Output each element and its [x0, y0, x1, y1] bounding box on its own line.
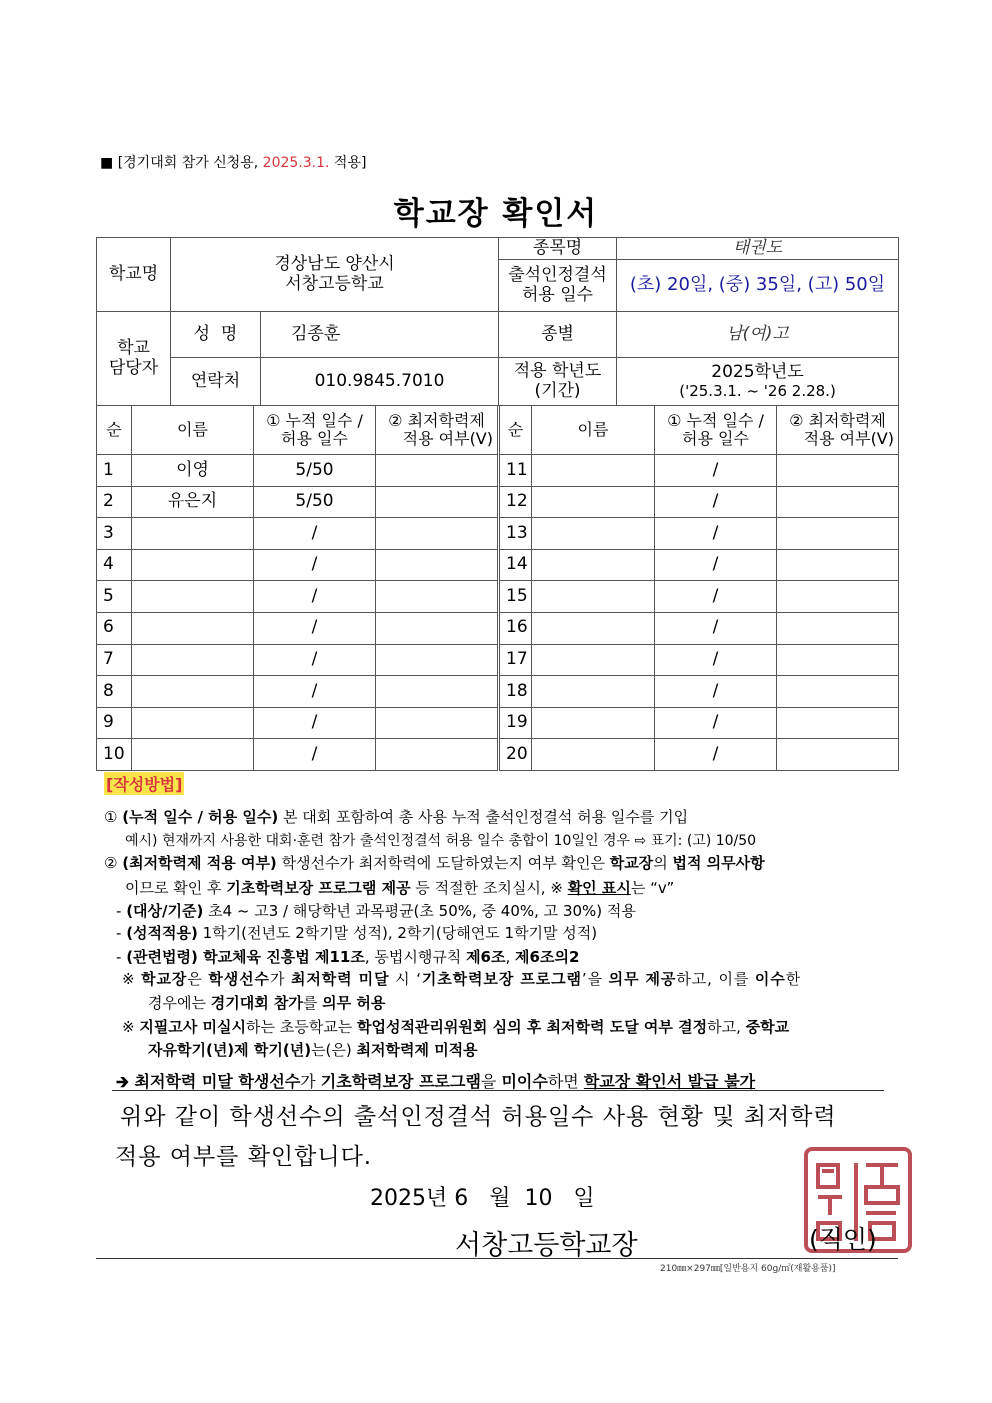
row-days-right: /: [655, 518, 777, 550]
row-days-right: /: [655, 486, 777, 518]
m9c: 를: [302, 994, 323, 1012]
method-line-8: [122, 968, 801, 989]
row-min-check-right: [777, 518, 899, 550]
row-name: [132, 581, 254, 613]
row-min-check: [376, 518, 499, 550]
row-no: 5: [97, 581, 132, 613]
school-name-line1: 경상남도 양산시: [274, 253, 395, 274]
m12b: 최저학력 미달 학생선수: [134, 1072, 301, 1091]
row-no-right: 14: [499, 549, 532, 581]
m4b: 기초학력보장 프로그램 제공: [226, 879, 411, 897]
table-row: [97, 549, 899, 581]
row-min-check: [376, 549, 499, 581]
year-value-line2: ('25.3.1. ~ '26 2.28.): [679, 381, 836, 400]
note-suffix: 적용]: [329, 155, 367, 171]
m8j: 의무 제공: [608, 970, 677, 988]
row-min-check: [376, 455, 499, 487]
table-row: [97, 739, 899, 771]
row-min-check: [376, 581, 499, 613]
seal-label: (직인): [809, 1225, 877, 1254]
row-days: /: [254, 739, 376, 771]
school-name-label: 학교명: [97, 238, 171, 312]
m3b: (최저학력제 적용 여부): [122, 854, 277, 872]
m7e: ,: [505, 948, 516, 966]
table-row: [97, 612, 899, 644]
m12d: 기초학력보장 프로그램: [320, 1072, 481, 1091]
header-days: [254, 406, 376, 455]
note-date: 2025.3.1.: [262, 155, 330, 171]
row-no: 6: [97, 612, 132, 644]
row-no-right: 13: [499, 518, 532, 550]
row-days-right: /: [655, 676, 777, 708]
row-name-right: [532, 518, 655, 550]
m8c: 은: [187, 970, 209, 988]
allowance-label-line2: 허용 일수: [521, 284, 594, 305]
contact-label: 연락처: [171, 358, 261, 406]
m4a: 이므로 확인 후: [125, 879, 227, 897]
m5c: 초4 ~ 고3 / 해당학년 과목평균(초 50%, 중 40%, 고 30%) 적용: [203, 902, 636, 920]
table-row: [97, 676, 899, 708]
row-name-right: [532, 581, 655, 613]
school-info-table: [96, 237, 899, 406]
method-line-7: [116, 946, 579, 967]
contact-value: 010.9845.7010: [261, 358, 499, 406]
row-days: 5/50: [254, 486, 376, 518]
m9b: 경기대회 참가: [210, 994, 303, 1012]
row-days-right: /: [655, 549, 777, 581]
row-name: [132, 676, 254, 708]
row-days-right: /: [655, 455, 777, 487]
closing-line1: 위와 같이 학생선수의 출석인정결석 허용일수 사용 현황 및 최저학력: [120, 1104, 837, 1130]
arrow-box-icon: 🡲: [116, 1072, 135, 1091]
method-line-3: [104, 852, 765, 873]
row-min-check-right: [777, 644, 899, 676]
year-label-line2: (기간): [534, 380, 581, 401]
m8m: 한: [785, 970, 802, 988]
row-days: /: [254, 549, 376, 581]
row-no-right: 11: [499, 455, 532, 487]
row-no-right: 19: [499, 707, 532, 739]
table-row: [97, 518, 899, 550]
row-name-right: [532, 612, 655, 644]
m7b: (관련법령) 학교체육 진흥법 제11조: [126, 948, 365, 966]
m5a: -: [116, 902, 127, 920]
m8f: 최저학력 미달: [291, 970, 390, 988]
m8g: 시 ‘: [389, 970, 422, 988]
header-days-right-line2: 허용 일수: [682, 429, 749, 448]
row-name-right: [532, 486, 655, 518]
student-roster-table: [96, 405, 899, 771]
header-name-right: 이름: [532, 406, 655, 455]
row-min-check-right: [777, 676, 899, 708]
method-title: [작성방법]: [104, 772, 184, 795]
closing-line2: 적용 여부를 확인합니다.: [115, 1144, 373, 1170]
header-no: 순: [97, 406, 132, 455]
gender-label: 종별: [499, 312, 617, 358]
year-value: [617, 358, 899, 406]
issue-date: 2025년 6 월 10 일: [370, 1186, 595, 1211]
m4d: 확인 표시: [567, 879, 631, 897]
m1b: (누적 일수 / 허용 일수): [122, 808, 279, 826]
row-name: [132, 644, 254, 676]
m10f: 중학교: [745, 1018, 790, 1036]
m8l: 이수: [754, 970, 786, 988]
section-divider: [112, 1090, 884, 1091]
header-min-right-line2: 적용 여부(V): [803, 429, 894, 448]
m9a: 경우에는: [148, 994, 211, 1012]
square-bullet-icon: ■: [100, 155, 114, 171]
name-label: 성 명: [171, 312, 261, 358]
m6c: 1학기(전년도 2학기말 성적), 2학기(당해연도 1학기말 성적): [197, 924, 598, 942]
header-min-academic-right: [777, 406, 899, 455]
row-min-check-right: [777, 549, 899, 581]
table-row: [97, 644, 899, 676]
row-no: 3: [97, 518, 132, 550]
header-min-right-line1: ② 최저학력제: [789, 410, 886, 430]
table-row: [97, 486, 899, 518]
m7c: , 동법시행규칙: [364, 948, 467, 966]
method-line-11: [148, 1039, 478, 1060]
m7a: -: [116, 948, 127, 966]
school-name-value: [171, 238, 499, 312]
manager-label: [97, 312, 171, 406]
m8k: 하고, 이를: [676, 970, 755, 988]
row-min-check: [376, 486, 499, 518]
row-no: 8: [97, 676, 132, 708]
row-min-check: [376, 676, 499, 708]
row-no-right: 18: [499, 676, 532, 708]
m11a: 자유학기(년)제 학기(년): [148, 1041, 312, 1059]
m10d: 학업성적관리위원회 심의 후 최저학력 도달 여부 결정: [356, 1018, 708, 1036]
row-min-check-right: [777, 612, 899, 644]
row-min-check-right: [777, 455, 899, 487]
method-line-1: [104, 806, 688, 827]
header-min-academic: [376, 406, 499, 455]
method-line-6: [116, 922, 597, 943]
header-min-line2: 적용 여부(V): [402, 429, 493, 448]
row-name-right: [532, 739, 655, 771]
manager-label-line1: 학교: [117, 337, 150, 358]
row-name: [132, 739, 254, 771]
row-min-check: [376, 612, 499, 644]
m7f: 제6조의2: [515, 948, 580, 966]
m8d: 학생선수: [208, 970, 270, 988]
table-row: [97, 581, 899, 613]
name-value: 김종훈: [261, 312, 499, 358]
m4c: 등 적절한 조치실시, ※: [410, 879, 568, 897]
header-days-right-line1: ① 누적 일수 /: [667, 410, 764, 430]
method-line-12: [116, 1069, 755, 1098]
m8i: ’을: [581, 970, 609, 988]
row-no: 2: [97, 486, 132, 518]
row-name: [132, 707, 254, 739]
m6a: -: [116, 924, 127, 942]
row-min-check-right: [777, 707, 899, 739]
row-days: 5/50: [254, 455, 376, 487]
row-name: [132, 518, 254, 550]
m3d: 학교장: [609, 854, 654, 872]
row-days-right: /: [655, 739, 777, 771]
allowance-value: (초) 20일, (중) 35일, (고) 50일: [617, 260, 899, 312]
m8e: 가: [269, 970, 291, 988]
manager-label-line2: 담당자: [108, 357, 159, 378]
row-no-right: 17: [499, 644, 532, 676]
method-line-4: [125, 877, 674, 898]
m10e: 하고,: [707, 1018, 746, 1036]
m10a: ※: [122, 1018, 140, 1036]
row-days: /: [254, 676, 376, 708]
m8a: ※: [122, 970, 142, 988]
row-no: 10: [97, 739, 132, 771]
table-row: [97, 455, 899, 487]
gender-value: 남(여)고: [617, 312, 899, 358]
row-no: 9: [97, 707, 132, 739]
row-no-right: 12: [499, 486, 532, 518]
row-name-right: [532, 707, 655, 739]
m12e: 을: [480, 1072, 502, 1091]
method-line-9: [148, 992, 385, 1013]
method-line-10: [122, 1016, 789, 1037]
m3f: 법적 의무사항: [672, 854, 765, 872]
m8b: 학교장: [141, 970, 188, 988]
row-name-right: [532, 676, 655, 708]
m12g: 하면: [547, 1072, 584, 1091]
row-min-check: [376, 707, 499, 739]
allowance-label: [499, 260, 617, 312]
m11b: 는(은): [311, 1041, 357, 1059]
row-days-right: /: [655, 581, 777, 613]
row-name-right: [532, 549, 655, 581]
sport-value: 태권도: [617, 238, 899, 260]
header-days-right: [655, 406, 777, 455]
row-min-check: [376, 739, 499, 771]
row-min-check-right: [777, 581, 899, 613]
row-no-right: 15: [499, 581, 532, 613]
m1c: 본 대회 포함하여 총 사용 누적 출석인정결석 허용 일수를 기입: [278, 808, 689, 826]
closing-statement: [115, 1097, 837, 1177]
m3e: 의: [653, 854, 673, 872]
row-no: 7: [97, 644, 132, 676]
paper-spec-footnote: 210㎜×297㎜[일반용지 60g/㎡(재활용품)]: [660, 1264, 836, 1274]
m5b: (대상/기준): [126, 902, 204, 920]
table-row: [97, 707, 899, 739]
m1a: ①: [104, 808, 123, 826]
roster-header-row: [97, 406, 899, 455]
m3c: 학생선수가 최저학력에 도달하였는지 여부 확인은: [276, 854, 610, 872]
document-title: 학교장 확인서: [393, 196, 599, 232]
row-name: 이영: [132, 455, 254, 487]
m12h: 학교장 확인서 발급 불가: [583, 1072, 756, 1091]
row-days: /: [254, 581, 376, 613]
m4e: 는 “v”: [630, 879, 675, 897]
m12f: 미이수: [501, 1072, 548, 1091]
m11c: 최저학력제 미적용: [356, 1041, 478, 1059]
row-no: 1: [97, 455, 132, 487]
m3a: ②: [104, 854, 123, 872]
bottom-rule: [96, 1258, 898, 1259]
row-name: [132, 612, 254, 644]
school-name-line2: 서창고등학교: [285, 273, 384, 294]
row-min-check: [376, 644, 499, 676]
m8h: 기초학력보장 프로그램: [421, 970, 582, 988]
row-days: /: [254, 518, 376, 550]
row-days-right: /: [655, 612, 777, 644]
m7d: 제6조: [466, 948, 506, 966]
sport-label: 종목명: [499, 238, 617, 260]
year-value-line1: 2025학년도: [711, 362, 804, 383]
principal-name: 서창고등학교장: [455, 1230, 638, 1261]
header-days-line1: ① 누적 일수 /: [266, 410, 363, 430]
header-name: 이름: [132, 406, 254, 455]
m10b: 지필고사 미실시: [139, 1018, 246, 1036]
allowance-label-line1: 출석인정결석: [508, 264, 607, 285]
year-label-line1: 적용 학년도: [513, 360, 602, 381]
row-min-check-right: [777, 486, 899, 518]
note-prefix: [경기대회 참가 신청용,: [117, 155, 263, 171]
header-min-line1: ② 최저학력제: [388, 410, 485, 430]
method-line-2: 예시) 현재까지 사용한 대회·훈련 참가 출석인정결석 허용 일수 총합이 10일인 경우 ⇨ 표기: (고) 10/50: [125, 833, 757, 849]
method-line-5: [116, 900, 636, 921]
m9d: 의무 허용: [322, 994, 386, 1012]
row-no-right: 16: [499, 612, 532, 644]
m10c: 하는 초등학교는: [246, 1018, 357, 1036]
row-name-right: [532, 644, 655, 676]
m12c: 가: [300, 1072, 321, 1091]
row-name-right: [532, 455, 655, 487]
m6b: (성적적용): [126, 924, 198, 942]
year-label: [499, 358, 617, 406]
header-no-right: 순: [499, 406, 532, 455]
row-days: /: [254, 644, 376, 676]
header-days-line2: 허용 일수: [281, 429, 348, 448]
form-type-note: [100, 152, 366, 172]
row-days-right: /: [655, 644, 777, 676]
row-days: /: [254, 707, 376, 739]
row-name: [132, 549, 254, 581]
row-name: 유은지: [132, 486, 254, 518]
row-days-right: /: [655, 707, 777, 739]
row-no: 4: [97, 549, 132, 581]
row-no-right: 20: [499, 739, 532, 771]
row-days: /: [254, 612, 376, 644]
row-min-check-right: [777, 739, 899, 771]
